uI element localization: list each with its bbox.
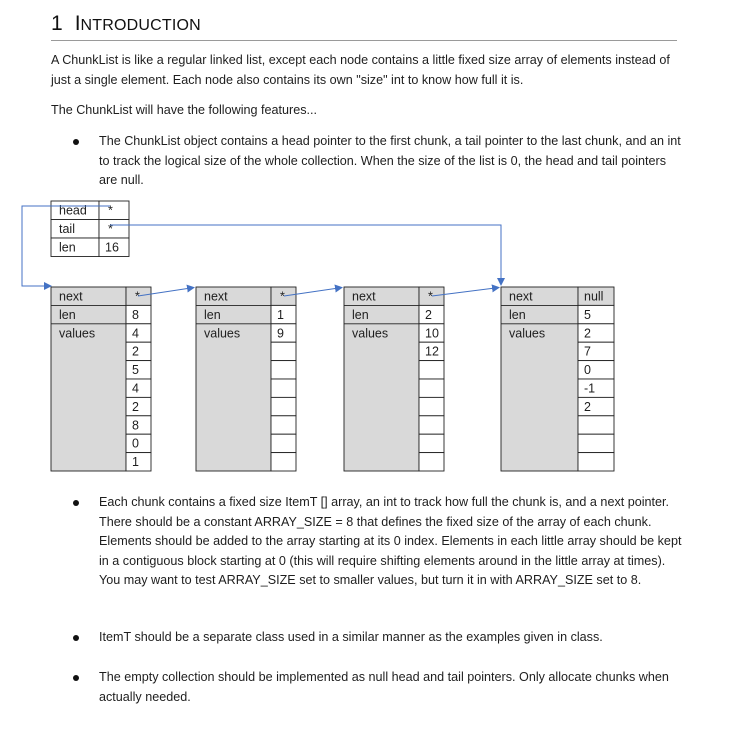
list-field-value: * [108,203,113,218]
bullet-item [51,132,683,191]
chunk-len-label: len [204,307,221,322]
heading-first-letter: I [74,12,81,35]
bullet-dot [73,139,79,145]
chunk-value-cell [578,434,614,452]
chunk-value-cell [271,361,296,379]
chunk-len-value: 5 [584,307,591,322]
chunk-next-value: * [135,289,140,304]
chunk-array-value: 2 [132,344,139,359]
chunk-len-value: 1 [277,307,284,322]
chunk-array-value: 2 [132,399,139,414]
chunk-len-label: len [59,307,76,322]
chunk-next-label: next [59,289,83,304]
bullet-item [51,628,683,648]
chunk-len-value: 8 [132,307,139,322]
chunk-array-value: 2 [584,399,591,414]
chunk-array-value: 4 [132,381,139,396]
list-field-value: * [108,222,113,236]
chunk-len-label: len [352,307,369,322]
section-heading [51,10,677,41]
list-field-label: tail [59,222,75,236]
bullet-item [51,668,683,707]
features-intro: The ChunkList will have the following features... [51,103,318,117]
section-number: 1 [51,12,63,35]
chunk-next-value: * [280,289,285,304]
chunk-next-label: next [204,289,228,304]
chunk-value-cell [271,434,296,452]
chunk-array-value: 5 [132,363,139,378]
chunk-array-value: 12 [425,344,439,359]
bullet-text: ItemT should be a separate class used in a similar manner as the examples given in class. [99,630,603,644]
chunk-array-value: 1 [132,455,139,470]
chunk-value-cell [271,379,296,397]
bullet-item [51,493,683,591]
chunk-value-cell [419,397,444,415]
chunk-array-value: -1 [584,381,596,396]
chunk-array-value: 9 [277,326,284,341]
chunk-array-value: 8 [132,418,139,433]
bullet-dot [73,635,79,641]
chunk-next-value: null [584,289,604,304]
chunk-values-label: values [204,326,241,341]
chunk-value-cell [419,361,444,379]
chunk-len-label: len [509,307,526,322]
list-field-label: len [59,240,76,255]
chunk-next-value: * [428,289,433,304]
chunk-next-label: next [352,289,376,304]
chunk-value-cell [419,434,444,452]
chunk-values-label: values [509,326,546,341]
chunk-array-value: 0 [584,363,591,378]
list-field-value: 16 [105,240,119,255]
chunk-array-value: 10 [425,326,439,341]
chunk-value-cell [419,416,444,434]
tail-pointer-arrow [110,225,501,285]
heading-rest: NTRODUCTION [80,17,201,34]
chunk-array-value: 2 [584,326,591,341]
intro-paragraph: A ChunkList is like a regular linked list, except each node contains a little fixed size array of elements instead of just a single element. Each node also contains its own "size" int to know how full it is. [51,53,670,87]
bullet-text: The ChunkList object contains a head pointer to the first chunk, a tail pointer to the last chunk, and an int to track the logical size of the whole collection. When the size of the list is 0, the head and tail pointers are null. [99,134,681,187]
chunk-value-cell [271,397,296,415]
chunk-value-cell [578,453,614,471]
chunk-value-cell [419,453,444,471]
bullet-dot [73,500,79,506]
chunk-array-value: 0 [132,436,139,451]
chunk-array-value: 4 [132,326,139,341]
chunk-value-cell [578,416,614,434]
list-field-label: head [59,203,87,218]
chunk-values-label: values [59,326,96,341]
chunk-values-label: values [352,326,389,341]
bullet-text: The empty collection should be implemented as null head and tail pointers. Only allocate chunks when actually needed. [99,670,669,704]
bullet-text: Each chunk contains a fixed size ItemT [] array, an int to track how full the chunk is, and a next pointer. There should be a constant ARRAY_SIZE = 8 that defines the fixed size of the array of each chunk. Elements should be added to the array starting at its 0 index. Elements in each little array should be kept in a contiguous block starting at 0 (this will require shifting elements around in the little array at times). You may want to test ARRAY_SIZE set to smaller values, but turn it in with ARRAY_SIZE set to 8. [99,495,682,587]
chunk-value-cell [271,416,296,434]
chunk-value-cell [271,342,296,360]
list-field-value-cell [99,201,129,220]
chunk-array-value: 7 [584,344,591,359]
chunk-len-value: 2 [425,307,432,322]
chunklist-diagram [0,190,749,480]
chunk-next-label: next [509,289,533,304]
list-field-value-cell [99,220,129,239]
chunk-value-cell [419,379,444,397]
chunk-value-cell [271,453,296,471]
bullet-dot [73,675,79,681]
